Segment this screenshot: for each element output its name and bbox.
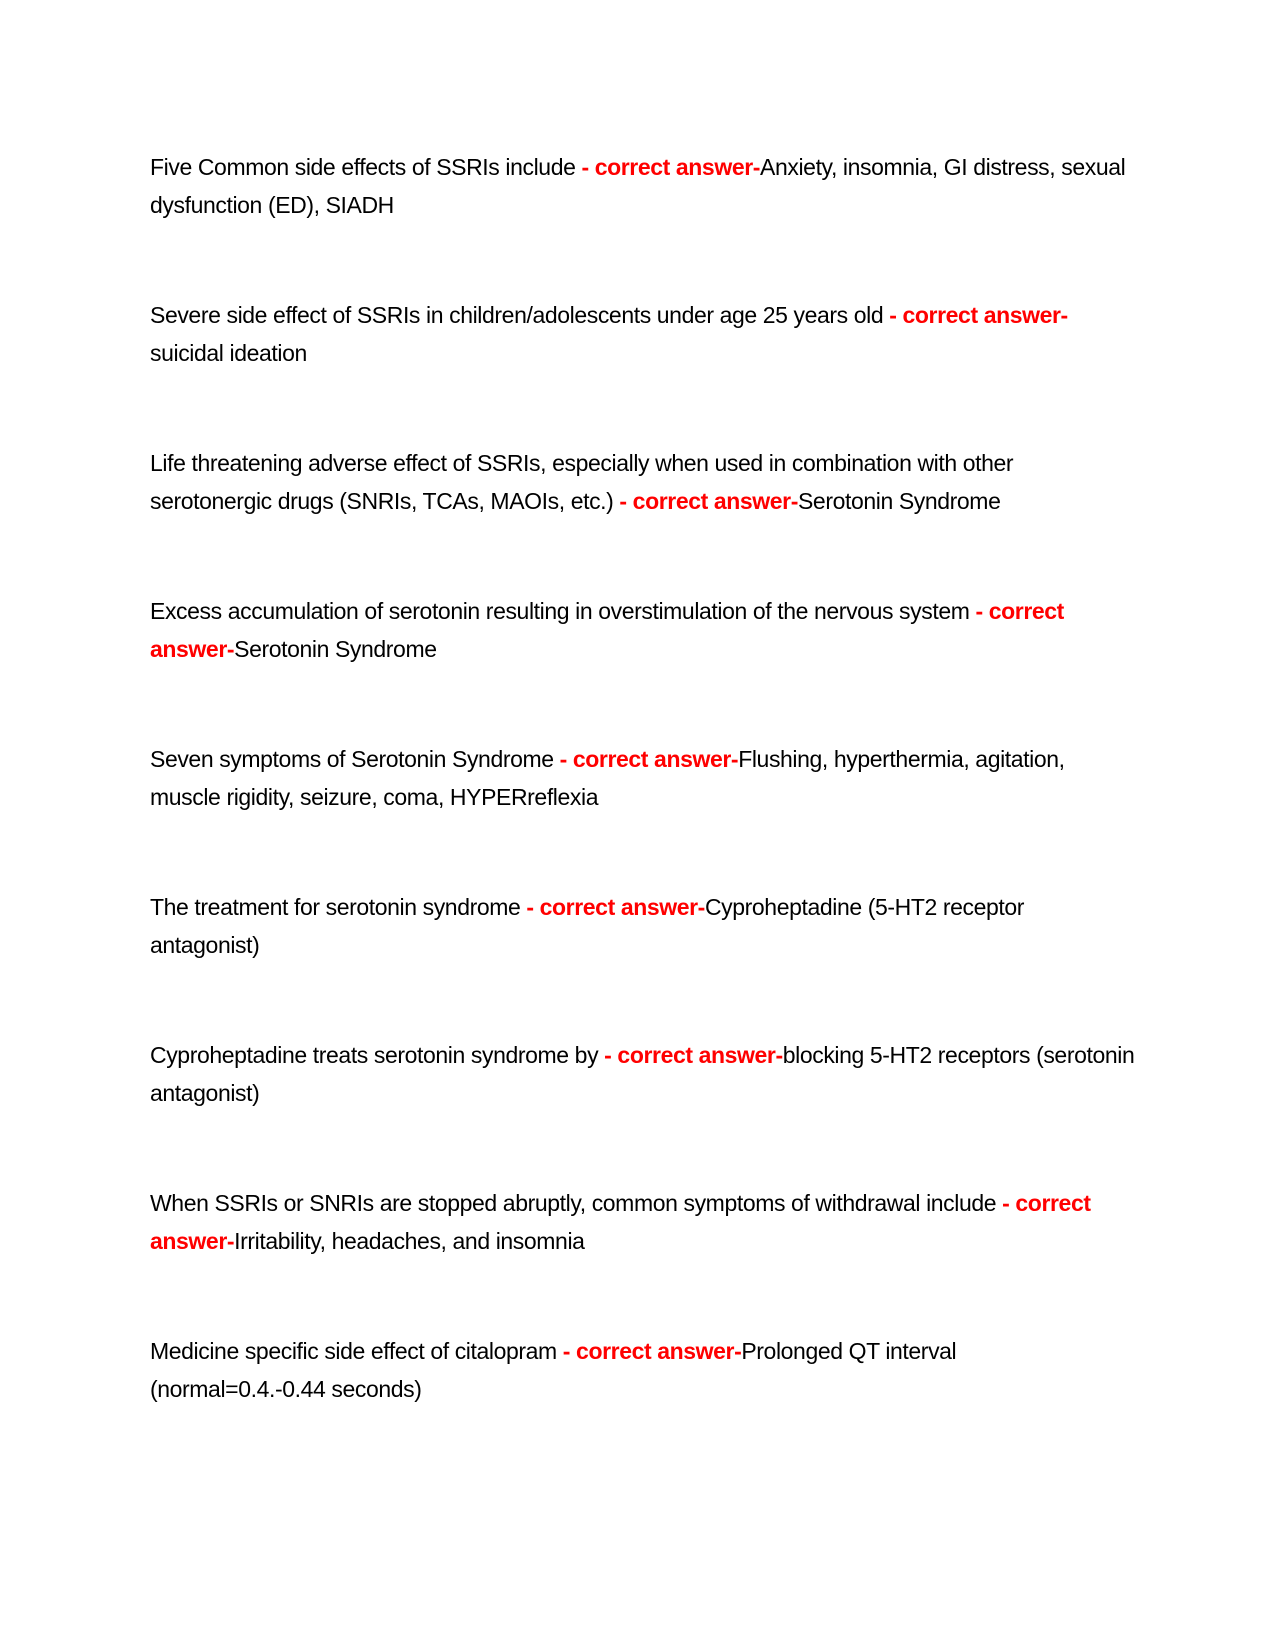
question-text: Medicine specific side effect of citalopram (150, 1338, 563, 1364)
flashcard-item (150, 296, 1135, 372)
answer-text: Irritability, headaches, and insomnia (234, 1228, 585, 1254)
answer-text: suicidal ideation (150, 340, 307, 366)
question-text: Five Common side effects of SSRIs include (150, 154, 582, 180)
answer-separator: - correct answer- (619, 488, 798, 514)
flashcard-item (150, 888, 1135, 964)
question-text: Seven symptoms of Serotonin Syndrome (150, 746, 560, 772)
question-text: Cyproheptadine treats serotonin syndrome by (150, 1042, 605, 1068)
answer-text: Anxiety, insomnia, GI distress, sexual dysfunction (ED), SIADH (150, 154, 1126, 218)
question-text: Excess accumulation of serotonin resulting in overstimulation of the nervous system (150, 598, 976, 624)
answer-text: Serotonin Syndrome (234, 636, 437, 662)
answer-text: blocking 5-HT2 receptors (serotonin antagonist) (150, 1042, 1135, 1106)
flashcard-item (150, 592, 1135, 668)
document-page (150, 148, 1135, 1480)
answer-separator: - correct answer- (581, 154, 761, 180)
answer-separator: - correct answer- (150, 598, 1064, 662)
answer-separator: - correct answer- (526, 894, 705, 920)
flashcard-item (150, 1036, 1135, 1112)
flashcard-item (150, 1184, 1135, 1260)
question-text: Severe side effect of SSRIs in children/adolescents under age 25 years old (150, 302, 890, 328)
question-text: The treatment for serotonin syndrome (150, 894, 527, 920)
flashcard-item (150, 148, 1135, 224)
answer-separator: - correct answer- (889, 302, 1068, 328)
answer-separator: - correct answer- (559, 746, 739, 772)
answer-text: Serotonin Syndrome (797, 488, 1001, 514)
answer-separator: - correct answer- (604, 1042, 783, 1068)
answer-text: Cyproheptadine (5-HT2 receptor antagonist) (150, 894, 1025, 958)
answer-text: Prolonged QT interval (normal=0.4.-0.44 seconds) (150, 1338, 957, 1402)
answer-separator: - correct answer- (150, 1190, 1091, 1254)
question-text: When SSRIs or SNRIs are stopped abruptly, common symptoms of withdrawal include (150, 1190, 1003, 1216)
flashcard-item (150, 740, 1135, 816)
answer-separator: - correct answer- (562, 1338, 742, 1364)
question-text: Life threatening adverse effect of SSRIs, especially when used in combination with other serotonergic drugs (SNRIs, TCAs, MAOIs, etc.) (150, 450, 1014, 514)
flashcard-item (150, 1332, 1135, 1408)
flashcard-item (150, 444, 1135, 520)
answer-text: Flushing, hyperthermia, agitation, muscle rigidity, seizure, coma, HYPERreflexia (150, 746, 1065, 810)
